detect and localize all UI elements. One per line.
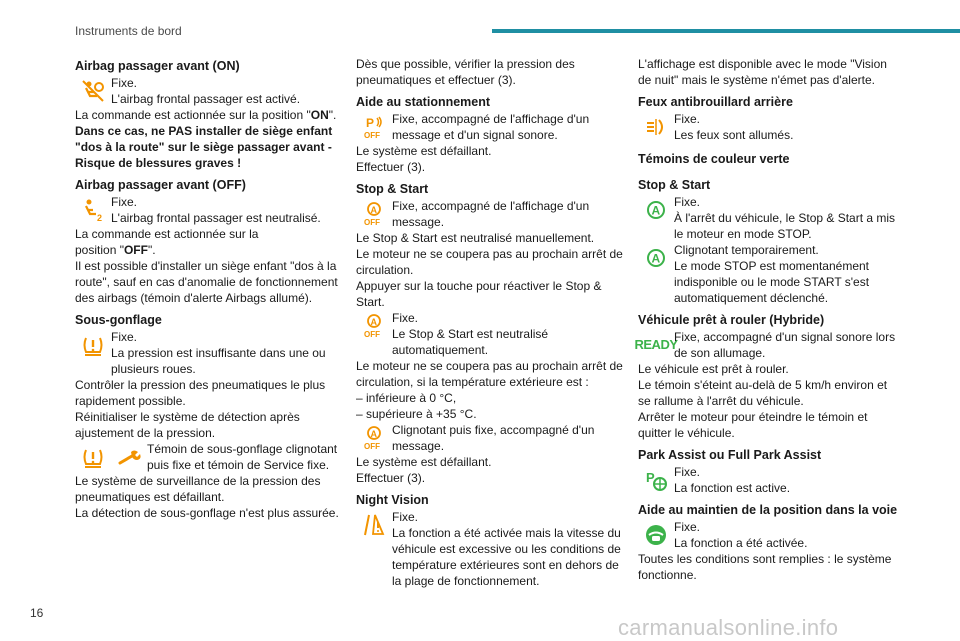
header-accent-bar — [492, 29, 960, 33]
section-heading: Stop & Start — [638, 178, 711, 192]
indicator-desc: Le mode STOP est momentanément indisponible ou le mode START s'est automatiquement déclenché. — [674, 259, 870, 305]
page-number: 16 — [30, 606, 44, 620]
tyre-pressure-icon — [75, 441, 111, 473]
ready-icon: READY — [634, 337, 678, 352]
indicator-row — [638, 194, 900, 242]
paragraph: Contrôler la pression des pneumatiques le plus rapidement possible. — [75, 378, 326, 408]
svg-text:OFF: OFF — [364, 330, 380, 339]
indicator-row — [356, 111, 628, 143]
paragraph: Dès que possible, vérifier la pression des pneumatiques et effectuer (3). — [356, 57, 575, 87]
airbag-on-icon — [75, 75, 111, 107]
indicator-state: Fixe. — [111, 330, 138, 344]
indicator-row — [356, 198, 628, 230]
paragraph: Effectuer (3). — [356, 471, 426, 485]
lane-position-icon — [638, 519, 674, 551]
indicator-desc: L'airbag frontal passager est neutralisé. — [111, 211, 321, 225]
column-3 — [634, 56, 900, 583]
indicator-desc: Fixe, accompagné de l'affichage d'un message et d'un signal sonore. — [392, 112, 590, 142]
column-1 — [75, 56, 347, 521]
stop-start-off-icon — [356, 198, 392, 230]
indicator-state: Fixe. — [674, 195, 701, 209]
section-heading: Airbag passager avant (ON) — [75, 59, 240, 73]
paragraph: La détection de sous-gonflage n'est plus assurée. — [75, 506, 339, 520]
warning-text: Dans ce cas, ne PAS installer de siège enfant "dos à la route" sur le siège passager avant - Risque de blessures graves ! — [75, 124, 333, 170]
indicator-desc: La fonction est active. — [674, 481, 791, 495]
indicator-desc: Le Stop & Start est neutralisé automatiquement. — [392, 327, 549, 357]
watermark: carmanualsonline.info — [618, 615, 839, 640]
indicator-desc: La fonction a été activée. — [674, 536, 808, 550]
indicator-desc: La pression est insuffisante dans une ou plusieurs roues. — [111, 346, 326, 376]
paragraph: Le système est défaillant. — [356, 455, 492, 469]
svg-text:P: P — [646, 470, 655, 485]
stop-start-off-icon — [356, 422, 392, 454]
indicator-state: Fixe. — [111, 76, 138, 90]
paragraph: La fonction a été activée mais la vitesse du véhicule est excessive ou les conditions de température extérieures sont en dehors de la plage de fonctionnement. — [392, 526, 621, 588]
park-assist-icon — [638, 464, 674, 496]
indicator-row — [75, 194, 347, 226]
paragraph: Le système est défaillant. — [356, 144, 492, 158]
indicator-desc: Les feux sont allumés. — [674, 128, 794, 142]
list-item: – inférieure à 0 °C, — [356, 391, 457, 405]
paragraph: Le véhicule est prêt à rouler. — [638, 362, 789, 376]
section-heading: Témoins de couleur verte — [638, 152, 790, 166]
indicator-state: Fixe. — [674, 520, 701, 534]
svg-text:A: A — [370, 429, 377, 439]
indicator-state: Fixe. — [392, 311, 419, 325]
stop-start-icon — [638, 242, 674, 274]
paragraph: La commande est actionnée sur la position "ON". — [75, 108, 337, 122]
section-heading: Night Vision — [356, 493, 429, 507]
paragraph: Arrêter le moteur pour éteindre le témoin et quitter le véhicule. — [638, 410, 868, 440]
section-heading: Airbag passager avant (OFF) — [75, 178, 246, 192]
indicator-state: Fixe. — [392, 510, 419, 524]
section-heading: Feux antibrouillard arrière — [638, 95, 793, 109]
indicator-row — [356, 310, 628, 358]
indicator-row — [356, 422, 628, 454]
paragraph: La commande est actionnée sur la — [75, 227, 259, 241]
svg-text:A: A — [370, 205, 377, 215]
paragraph: Toutes les conditions sont remplies : le système fonctionne. — [638, 552, 892, 582]
tyre-pressure-icon — [75, 329, 111, 361]
wrench-icon — [111, 441, 147, 473]
svg-text:2: 2 — [97, 213, 103, 223]
indicator-desc: Témoin de sous-gonflage clignotant puis fixe et témoin de Service fixe. — [147, 442, 338, 472]
night-vision-icon — [356, 509, 392, 541]
section-heading: Stop & Start — [356, 182, 429, 196]
section-heading: Park Assist ou Full Park Assist — [638, 448, 822, 462]
paragraph: Le moteur ne se coupera pas au prochain arrêt de circulation, si la température extérieure est : — [356, 359, 623, 389]
rear-fog-icon — [638, 111, 674, 143]
indicator-row — [75, 441, 347, 473]
indicator-desc: Clignotant puis fixe, accompagné d'un message. — [392, 423, 595, 453]
list-item: – supérieure à +35 °C. — [356, 407, 477, 421]
section-heading: Aide au maintien de la position dans la voie — [638, 503, 898, 517]
indicator-desc: Fixe, accompagné de l'affichage d'un message. — [392, 199, 590, 229]
svg-text:OFF: OFF — [364, 131, 380, 140]
indicator-row — [638, 242, 900, 306]
section-heading: Sous-gonflage — [75, 313, 162, 327]
indicator-row — [638, 519, 900, 551]
indicator-state: Fixe. — [111, 195, 138, 209]
indicator-state: Clignotant temporairement. — [674, 243, 819, 257]
section-heading: Véhicule prêt à rouler (Hybride) — [638, 313, 825, 327]
airbag-off-icon — [75, 194, 111, 226]
svg-text:OFF: OFF — [364, 442, 380, 451]
section-heading: Aide au stationnement — [356, 95, 491, 109]
header-title: Instruments de bord — [75, 24, 182, 38]
indicator-state: Fixe. — [674, 112, 701, 126]
stop-start-off-icon — [356, 310, 392, 342]
indicator-state: Fixe. — [674, 465, 701, 479]
paragraph: Appuyer sur la touche pour réactiver le Stop & Start. — [356, 279, 602, 309]
svg-text:A: A — [651, 251, 661, 266]
paragraph: Effectuer (3). — [356, 160, 426, 174]
indicator-row — [634, 329, 900, 361]
indicator-row — [75, 75, 347, 107]
paragraph: Le témoin s'éteint au-delà de 5 km/h environ et se rallume à l'arrêt du véhicule. — [638, 378, 888, 408]
svg-text:A: A — [651, 203, 661, 218]
indicator-desc: L'airbag frontal passager est activé. — [111, 92, 301, 106]
paragraph: Le Stop & Start est neutralisé manuellement. — [356, 231, 595, 245]
paragraph: Il est possible d'installer un siège enfant "dos à la route", sauf en cas d'anomalie de fonctionnement des airbags (témoin d'alerte Airbags allumé). — [75, 259, 338, 305]
paragraph: Le moteur ne se coupera pas au prochain arrêt de circulation. — [356, 247, 623, 277]
paragraph: L'affichage est disponible avec le mode "Vision de nuit" mais le système n'émet pas d'alerte. — [638, 57, 887, 87]
indicator-row — [638, 464, 900, 496]
parking-off-icon — [356, 111, 392, 143]
paragraph: Réinitialiser le système de détection après ajustement de la pression. — [75, 410, 300, 440]
indicator-row — [638, 111, 900, 143]
svg-text:P: P — [366, 116, 375, 130]
indicator-row — [75, 329, 347, 377]
svg-text:OFF: OFF — [364, 218, 380, 227]
paragraph: Le système de surveillance de la pression des pneumatiques est défaillant. — [75, 474, 321, 504]
paragraph: position "OFF". — [75, 243, 156, 257]
column-2 — [356, 56, 628, 589]
indicator-desc: À l'arrêt du véhicule, le Stop & Start a mis le moteur en mode STOP. — [674, 211, 896, 241]
indicator-desc: Fixe, accompagné d'un signal sonore lors de son allumage. — [674, 330, 896, 360]
svg-text:A: A — [370, 317, 377, 327]
